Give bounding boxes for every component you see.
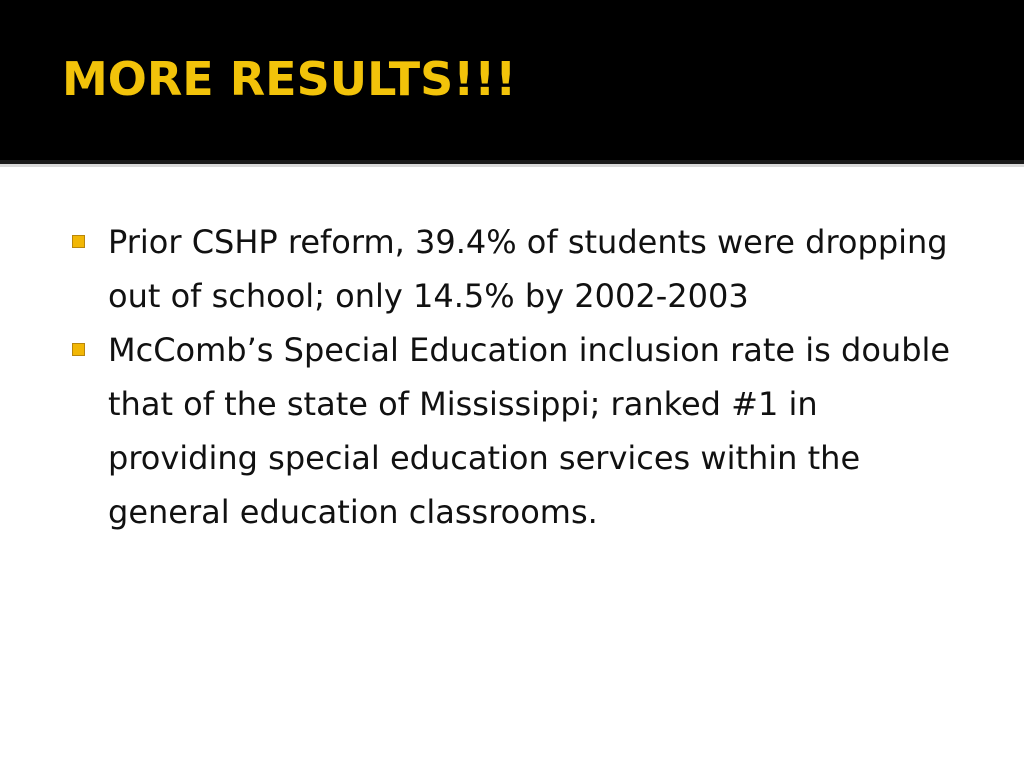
- square-bullet-icon: [72, 235, 85, 248]
- title-band: [0, 0, 1024, 160]
- bullet-text: McComb’s Special Education inclusion rate is double that of the state of Mississippi; ranked #1 in providing special education services within the general education classrooms.: [108, 331, 951, 531]
- bullet-text: Prior CSHP reform, 39.4% of students were dropping out of school; only 14.5% by 2002-2003: [108, 223, 948, 315]
- slide-title: MORE RESULTS!!!: [62, 52, 517, 106]
- square-bullet-icon: [72, 343, 85, 356]
- bullet-item: [72, 215, 972, 323]
- slide-content: [0, 167, 1024, 768]
- bullet-item: [72, 323, 972, 539]
- bullet-list: [72, 215, 972, 539]
